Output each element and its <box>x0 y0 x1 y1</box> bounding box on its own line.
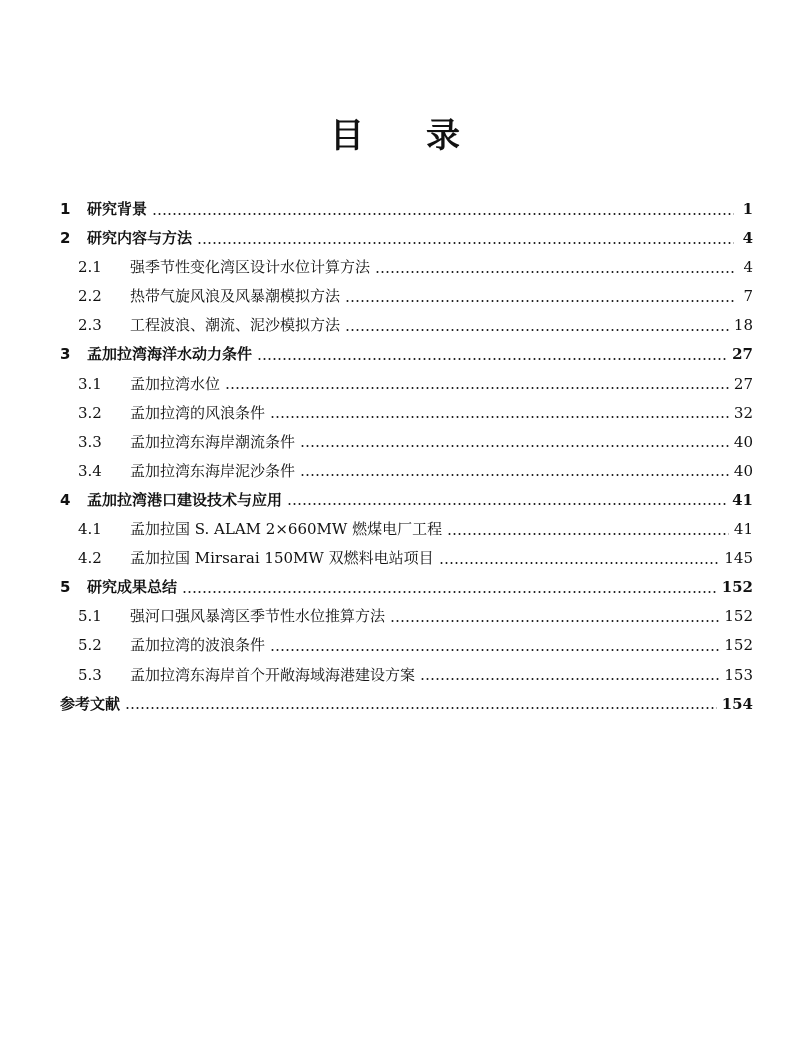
dot-leader <box>125 707 717 709</box>
toc-entry-page: 40 <box>733 432 753 451</box>
toc-entry[interactable] <box>60 195 753 224</box>
toc-entry[interactable] <box>60 224 753 253</box>
toc-entry-title: 孟加拉国 Mirsarai 150MW 双燃料电站项目 <box>130 549 434 568</box>
toc-entry-number: 5 <box>60 578 71 597</box>
toc-entry-title: 孟加拉湾水位 <box>130 374 221 393</box>
dot-leader <box>439 562 720 564</box>
toc-entry-number: 4.1 <box>78 520 102 539</box>
toc-entry-page: 41 <box>733 520 753 539</box>
toc-entry-page: 4 <box>743 258 753 277</box>
dot-leader <box>257 358 727 360</box>
toc-entry-title: 参考文献 <box>60 694 121 713</box>
toc-entry[interactable] <box>60 486 753 515</box>
toc-list <box>60 195 753 719</box>
toc-entry[interactable] <box>60 370 753 399</box>
toc-entry[interactable] <box>60 399 753 428</box>
dot-leader <box>225 387 729 389</box>
toc-entry-title: 孟加拉湾港口建设技术与应用 <box>87 490 283 509</box>
toc-entry-number: 2.3 <box>78 316 102 335</box>
toc-entry-title: 孟加拉湾东海岸首个开敞海域海港建设方案 <box>130 665 416 684</box>
toc-entry-number: 5.1 <box>78 607 102 626</box>
toc-entry-title: 工程波浪、潮流、泥沙模拟方法 <box>130 316 341 335</box>
toc-entry-page: 1 <box>742 200 753 218</box>
toc-entry-page: 4 <box>742 229 753 248</box>
dot-leader <box>447 533 729 535</box>
toc-entry-number: 2.2 <box>78 287 102 306</box>
toc-entry[interactable] <box>60 457 753 486</box>
toc-entry-number: 4.2 <box>78 549 102 568</box>
toc-entry[interactable] <box>60 311 753 340</box>
dot-leader <box>345 329 729 331</box>
toc-entry-number: 3.3 <box>78 432 102 451</box>
dot-leader <box>197 242 734 244</box>
toc-entry-title: 研究背景 <box>87 200 148 218</box>
toc-entry-number: 3.2 <box>78 403 102 422</box>
dot-leader <box>182 591 717 593</box>
toc-entry-title: 孟加拉湾东海岸潮流条件 <box>130 432 296 451</box>
toc-entry[interactable] <box>60 690 753 719</box>
toc-entry-page: 152 <box>721 578 753 597</box>
dot-leader <box>270 649 719 651</box>
toc-entry-title: 强河口强风暴湾区季节性水位推算方法 <box>130 607 386 626</box>
toc-entry-page: 18 <box>733 316 753 335</box>
toc-entry[interactable] <box>60 573 753 602</box>
dot-leader <box>420 678 719 680</box>
toc-entry-page: 32 <box>733 403 753 422</box>
toc-entry[interactable] <box>60 340 753 369</box>
toc-entry-title: 孟加拉湾海洋水动力条件 <box>87 345 253 364</box>
toc-entry-page: 41 <box>732 490 753 509</box>
toc-entry[interactable] <box>60 428 753 457</box>
dot-leader <box>345 300 734 302</box>
toc-entry-title: 强季节性变化湾区设计水位计算方法 <box>130 258 371 277</box>
toc-entry-number: 3.4 <box>78 461 102 480</box>
toc-entry-title: 孟加拉国 S. ALAM 2×660MW 燃煤电厂工程 <box>130 520 443 539</box>
page-title: 目录 <box>330 116 522 156</box>
toc-entry-number: 3.1 <box>78 374 102 393</box>
toc-entry-page: 153 <box>724 665 753 684</box>
toc-entry-title: 孟加拉湾东海岸泥沙条件 <box>130 461 296 480</box>
dot-leader <box>270 416 729 418</box>
dot-leader <box>300 445 729 447</box>
toc-entry[interactable] <box>60 253 753 282</box>
toc-entry[interactable] <box>60 282 753 311</box>
toc-entry-page: 152 <box>724 636 753 655</box>
toc-entry-page: 27 <box>732 345 753 364</box>
toc-entry[interactable] <box>60 602 753 631</box>
toc-entry-number: 5.3 <box>78 665 102 684</box>
toc-entry-title: 研究内容与方法 <box>87 229 193 248</box>
toc-entry-page: 7 <box>743 287 753 306</box>
toc-entry-page: 145 <box>724 549 753 568</box>
dot-leader <box>390 620 719 622</box>
dot-leader <box>300 474 729 476</box>
toc-entry-title: 孟加拉湾的波浪条件 <box>130 636 266 655</box>
dot-leader <box>287 503 727 505</box>
toc-entry-page: 27 <box>733 374 753 393</box>
toc-entry[interactable] <box>60 515 753 544</box>
toc-entry-page: 40 <box>733 461 753 480</box>
toc-entry-page: 152 <box>724 607 753 626</box>
toc-entry-number: 2.1 <box>78 258 102 277</box>
toc-entry[interactable] <box>60 661 753 690</box>
toc-entry-title: 孟加拉湾的风浪条件 <box>130 403 266 422</box>
toc-entry-number: 3 <box>60 345 71 364</box>
toc-entry[interactable] <box>60 544 753 573</box>
toc-entry-number: 5.2 <box>78 636 102 655</box>
dot-leader <box>152 213 734 215</box>
toc-entry-number: 4 <box>60 490 71 509</box>
toc-entry-number: 2 <box>60 229 71 248</box>
dot-leader <box>375 271 734 273</box>
toc-entry-title: 热带气旋风浪及风暴潮模拟方法 <box>130 287 341 306</box>
toc-entry-title: 研究成果总结 <box>87 578 178 597</box>
toc-entry-page: 154 <box>721 694 753 713</box>
toc-entry-number: 1 <box>60 200 71 218</box>
toc-entry[interactable] <box>60 631 753 660</box>
